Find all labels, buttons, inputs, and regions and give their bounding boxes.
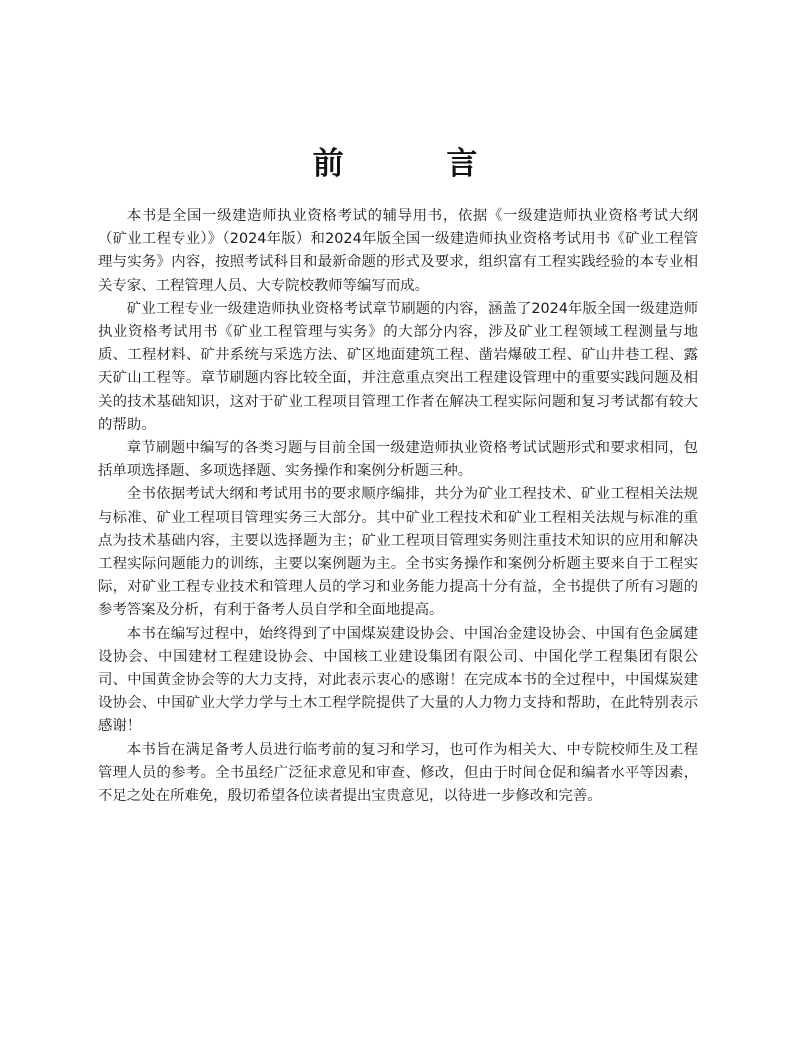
page-title: 前 言 — [312, 145, 524, 182]
paragraph-5: 本书在编写过程中，始终得到了中国煤炭建设协会、中国冶金建设协会、中国有色金属建设协会、中国建材工程建设协会、中国核工业建设集团有限公司、中国化学工程集团有限公司、中国黄金协会等的大力支持，对此表示衷心的感谢！在完成本书的全过程中，中国煤炭建设协会、中国矿业大学力学与土木工程学院提供了大量的人力物力支持和帮助，在此特别表示感谢！ — [98, 625, 698, 735]
paragraph-6: 本书旨在满足备考人员进行临考前的复习和学习，也可作为相关大、中专院校师生及工程管理人员的参考。全书虽经广泛征求意见和审查、修改，但由于时间仓促和编者水平等因素，不足之处在所难免，殷切希望各位读者提出宝贵意见，以待进一步修改和完善。 — [98, 741, 698, 805]
paragraph-1: 本书是全国一级建造师执业资格考试的辅导用书，依据《一级建造师执业资格考试大纲（矿业工程专业）》（2024年版）和2024年版全国一级建造师执业资格考试用书《矿业工程管理与实务》内容，按照考试科目和最新命题的形式及要求，组织富有工程实践经验的本专业相关专家、工程管理人员、大专院校教师等编写而成。 — [98, 208, 698, 294]
paragraph-2: 矿业工程专业一级建造师执业资格考试章节刷题的内容，涵盖了2024年版全国一级建造师执业资格考试用书《矿业工程管理与实务》的大部分内容，涉及矿业工程领域工程测量与地质、工程材料、矿井系统与采选方法、矿区地面建筑工程、凿岩爆破工程、矿山井巷工程、露天矿山工程等。章节刷题内容比较全面，并注意重点突出工程建设管理中的重要实践问题及相关的技术基础知识，这对于矿业工程项目管理工作者在解决工程实际问题和复习考试都有较大的帮助。 — [98, 300, 698, 433]
preface-body — [98, 205, 698, 808]
paragraph-3: 章节刷题中编写的各类习题与目前全国一级建造师执业资格考试试题形式和要求相同，包括单项选择题、多项选择题、实务操作和案例分析题三种。 — [98, 440, 698, 480]
paragraph-4: 全书依据考试大纲和考试用书的要求顺序编排，共分为矿业工程技术、矿业工程相关法规与标准、矿业工程项目管理实务三大部分。其中矿业工程技术和矿业工程相关法规与标准的重点为技术基础内容，主要以选择题为主；矿业工程项目管理实务则注重技术知识的应用和解决工程实际问题能力的训练，主要以案例题为主。全书实务操作和案例分析题主要来自于工程实际，对矿业工程专业技术和管理人员的学习和业务能力提高十分有益，全书提供了所有习题的参考答案及分析，有利于备考人员自学和全面地提高。 — [98, 486, 698, 619]
